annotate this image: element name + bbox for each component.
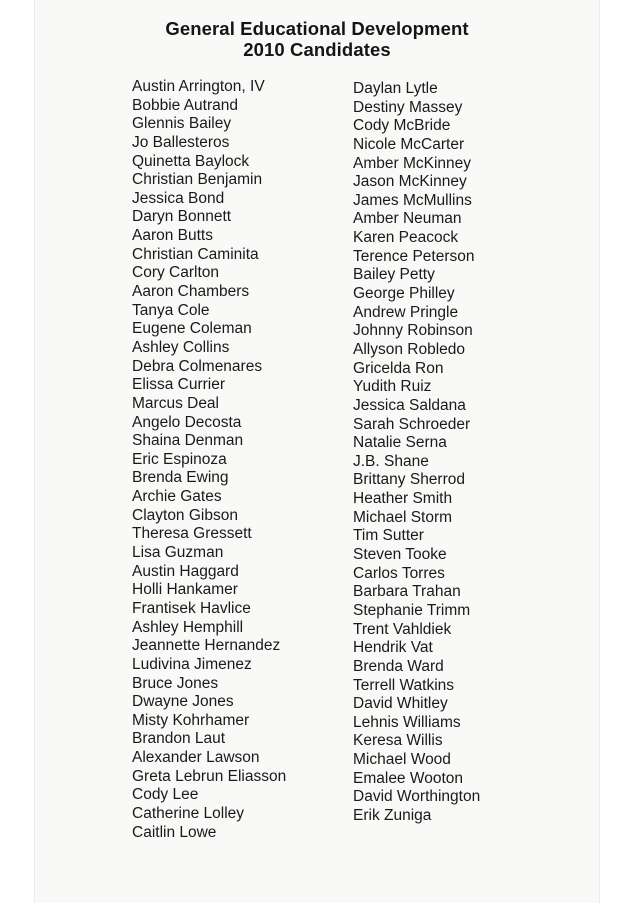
candidate-name: J.B. Shane — [353, 452, 429, 470]
candidate-name: Christian Benjamin — [132, 171, 263, 189]
candidate-name: Heather Smith — [353, 490, 453, 508]
candidate-name: Christian Caminita — [132, 245, 259, 263]
candidate-name: David Worthington — [353, 788, 481, 806]
candidate-name: Brenda Ward — [353, 657, 444, 675]
candidate-name: Lehnis Williams — [353, 713, 461, 731]
candidate-name: Clayton Gibson — [132, 506, 238, 524]
candidate-name: Terence Peterson — [353, 247, 475, 265]
candidate-name: Jo Ballesteros — [132, 133, 230, 151]
candidate-name: George Philley — [353, 285, 455, 303]
candidate-name: Archie Gates — [132, 488, 222, 506]
candidate-name: Emalee Wooton — [353, 769, 463, 787]
candidate-name: Brenda Ewing — [132, 469, 229, 487]
candidate-name: Tim Sutter — [353, 527, 424, 545]
candidate-name: Ashley Collins — [132, 338, 230, 356]
candidate-name: Johnny Robinson — [353, 322, 473, 340]
candidate-name: James McMullins — [353, 191, 472, 209]
candidate-name: Daylan Lytle — [353, 80, 438, 97]
candidate-name: Greta Lebrun Eliasson — [132, 767, 287, 785]
candidate-name: Caitlin Lowe — [132, 823, 217, 841]
candidate-name: Marcus Deal — [132, 394, 219, 412]
candidate-name: Dwayne Jones — [132, 693, 234, 711]
candidate-name: Theresa Gressett — [132, 525, 252, 543]
candidate-name: Angelo Decosta — [132, 413, 242, 431]
candidate-name: Quinetta Baylock — [132, 152, 250, 170]
candidate-name: Bailey Petty — [353, 266, 435, 284]
candidate-name: Nicole McCarter — [353, 135, 465, 153]
candidate-name: Brittany Sherrod — [353, 471, 465, 489]
candidate-list-right — [353, 80, 480, 826]
candidate-name: Daryn Bonnett — [132, 208, 232, 226]
candidate-name: Erik Zuniga — [353, 806, 432, 824]
candidate-name: Bobbie Autrand — [132, 96, 239, 114]
candidate-name: Steven Tooke — [353, 546, 447, 564]
candidate-name: Catherine Lolley — [132, 804, 245, 822]
candidate-name: Austin Arrington, IV — [132, 78, 265, 95]
candidate-name: Stephanie Trimm — [353, 601, 471, 619]
candidate-name: Karen Peacock — [353, 229, 459, 247]
candidate-name: Misty Kohrhamer — [132, 711, 250, 729]
candidate-name: Andrew Pringle — [353, 303, 459, 321]
candidate-name: Shaina Denman — [132, 432, 244, 450]
candidate-name: Jessica Saldana — [353, 396, 466, 414]
candidate-name: Elissa Currier — [132, 376, 226, 394]
candidate-name: Cody Lee — [132, 786, 199, 804]
candidate-name: Barbara Trahan — [353, 583, 461, 601]
candidate-name: Cody McBride — [353, 117, 451, 135]
candidate-name: Glennis Bailey — [132, 115, 232, 133]
candidate-name: Amber Neuman — [353, 210, 462, 228]
candidate-name: Allyson Robledo — [353, 340, 466, 358]
candidate-name: Aaron Butts — [132, 227, 213, 245]
candidate-name: Jessica Bond — [132, 189, 225, 207]
candidate-name: Jeannette Hernandez — [132, 637, 281, 655]
candidate-name: Ludivina Jimenez — [132, 655, 252, 673]
candidate-name: Michael Wood — [353, 751, 451, 769]
candidate-name: Eugene Coleman — [132, 320, 252, 338]
candidate-name: Alexander Lawson — [132, 749, 260, 767]
candidate-name: Trent Vahldiek — [353, 620, 452, 638]
page-subtitle: 2010 Candidates — [243, 39, 391, 60]
candidate-name: Amber McKinney — [353, 154, 472, 172]
candidate-name: Jason McKinney — [353, 173, 467, 191]
candidate-name: David Whitley — [353, 695, 448, 713]
candidate-name: Carlos Torres — [353, 564, 445, 582]
candidate-name: Tanya Cole — [132, 301, 210, 319]
candidate-name: Hendrik Vat — [353, 639, 433, 657]
page-title: General Educational Development — [165, 18, 469, 39]
program-page — [34, 0, 600, 903]
candidate-name: Cory Carlton — [132, 264, 219, 282]
candidate-name: Natalie Serna — [353, 434, 447, 452]
candidate-name: Lisa Guzman — [132, 544, 224, 562]
candidate-name: Aaron Chambers — [132, 283, 250, 301]
candidate-name: Keresa Willis — [353, 732, 443, 750]
candidate-name: Holli Hankamer — [132, 581, 238, 599]
candidate-name: Terrell Watkins — [353, 676, 455, 694]
candidate-name: Gricelda Ron — [353, 359, 444, 377]
candidate-name: Eric Espinoza — [132, 450, 227, 468]
candidate-name: Bruce Jones — [132, 674, 219, 692]
candidate-list-left — [132, 78, 286, 842]
candidate-name: Michael Storm — [353, 508, 453, 526]
candidate-name: Debra Colmenares — [132, 357, 263, 375]
candidate-name: Austin Haggard — [132, 562, 239, 580]
candidate-name: Sarah Schroeder — [353, 415, 471, 433]
candidate-name: Ashley Hemphill — [132, 618, 244, 636]
candidate-name: Brandon Laut — [132, 730, 226, 748]
candidate-name: Destiny Massey — [353, 98, 463, 116]
candidate-name: Frantisek Havlice — [132, 599, 251, 617]
candidate-name: Yudith Ruiz — [353, 378, 432, 396]
